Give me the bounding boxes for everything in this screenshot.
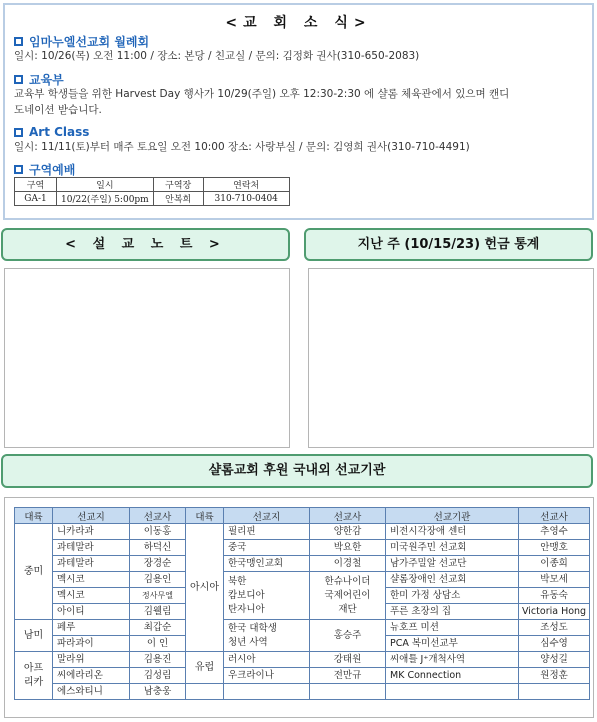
text-line: 재단 xyxy=(338,603,357,615)
table-cell: 10/22(주일) 5:00pm xyxy=(57,192,154,206)
mission-org: 샬롬장애인 선교회 xyxy=(386,572,519,588)
region-central-america: 중미 xyxy=(15,524,53,620)
table-row xyxy=(15,620,590,636)
mission-field: 우크라이나 xyxy=(224,668,310,684)
empty-cell xyxy=(310,684,386,700)
square-bullet-icon xyxy=(14,165,23,174)
missionary: 장경순 xyxy=(130,556,186,572)
missionary: 박모세 xyxy=(519,572,590,588)
text-line: 일시: 11/11(토)부터 매주 토요일 오전 10:00 장소: 사랑부실 / 문의: 김영희 권사(310-710-4491) xyxy=(14,141,470,153)
missionary: 하덕신 xyxy=(130,540,186,556)
table-cell: 안복희 xyxy=(153,192,203,206)
mission-field-nk-cambodia-tanzania xyxy=(224,572,310,620)
mission-org: 씨애틀 J⁺개척사역 xyxy=(386,652,519,668)
mission-field: 멕시코 xyxy=(53,572,130,588)
mission-field: 말라위 xyxy=(53,652,130,668)
missionary: 이동홍 xyxy=(130,524,186,540)
mission-field: 한국맹인교회 xyxy=(224,556,310,572)
table-row xyxy=(15,192,290,206)
table-row xyxy=(15,572,590,588)
missionary: 조성도 xyxy=(519,620,590,636)
district-worship-table xyxy=(14,177,290,206)
column-header: 선교사 xyxy=(130,508,186,524)
missions-header-row xyxy=(15,508,590,524)
mission-org: 비전시각장애 센터 xyxy=(386,524,519,540)
mission-org: 뉴호프 미션 xyxy=(386,620,519,636)
section-text-art-class xyxy=(14,139,584,155)
mission-field: 필리핀 xyxy=(224,524,310,540)
sermon-notes-panel xyxy=(4,268,290,448)
table-row xyxy=(15,524,590,540)
table-row xyxy=(15,684,590,700)
missionary: 양성길 xyxy=(519,652,590,668)
section-heading-district-worship xyxy=(14,161,75,178)
offering-stats-header: 지난 주 (10/15/23) 헌금 통계 xyxy=(304,228,593,261)
missionary: 박요한 xyxy=(310,540,386,556)
text-line: 북한 xyxy=(228,575,247,587)
text-line: 탄자니아 xyxy=(228,603,265,615)
square-bullet-icon xyxy=(14,75,23,84)
empty-cell xyxy=(386,684,519,700)
church-news-box xyxy=(3,3,594,220)
sermon-notes-header: < 설 교 노 트 > xyxy=(1,228,290,261)
mission-field: 니카라과 xyxy=(53,524,130,540)
missionary: 이종희 xyxy=(519,556,590,572)
missionary: 홍승주 xyxy=(310,620,386,652)
empty-cell xyxy=(224,684,310,700)
text-line: 도네이션 받습니다. xyxy=(14,104,102,116)
mission-org: 푸른 초장의 집 xyxy=(386,604,519,620)
table-header: 일시 xyxy=(57,178,154,192)
table-row xyxy=(15,556,590,572)
table-cell: GA-1 xyxy=(15,192,57,206)
missionary: 김웰림 xyxy=(130,604,186,620)
square-bullet-icon xyxy=(14,37,23,46)
mission-field: 과테말라 xyxy=(53,556,130,572)
mission-field: 과테말라 xyxy=(53,540,130,556)
mission-org: PCA 복미선교부 xyxy=(386,636,519,652)
mission-field: 에스와티니 xyxy=(53,684,130,700)
mission-org: 한미 가정 상담소 xyxy=(386,588,519,604)
table-header: 구역장 xyxy=(153,178,203,192)
missionary: Victoria Hong xyxy=(519,604,590,620)
missionary: 이경철 xyxy=(310,556,386,572)
column-header: 선교지 xyxy=(224,508,310,524)
offering-stats-panel xyxy=(308,268,594,448)
text-line: 일시: 10/26(목) 오전 11:00 / 장소: 본당 / 친교실 / 문의: 김정화 권사(310-650-2083) xyxy=(14,50,420,62)
missionary: 정사무엘 xyxy=(130,588,186,604)
mission-org: 미국원주민 선교회 xyxy=(386,540,519,556)
column-header: 대륙 xyxy=(15,508,53,524)
church-news-title: <교 회 소 식> xyxy=(225,15,372,31)
mission-field: 중국 xyxy=(224,540,310,556)
section-text-immanuel xyxy=(14,48,584,64)
column-header: 선교사 xyxy=(519,508,590,524)
text-line: 교육부 학생들을 위한 Harvest Day 행사가 10/29(주일) 오후 12:30-2:30 에 샬롬 체육관에서 있으며 캔디 xyxy=(14,88,510,100)
text-line: 한국 대학생 xyxy=(228,622,277,634)
column-header: 대륙 xyxy=(186,508,224,524)
text-line: 아프 xyxy=(23,662,44,674)
table-row xyxy=(15,540,590,556)
mission-org: MK Connection xyxy=(386,668,519,684)
column-header: 선교지 xyxy=(53,508,130,524)
empty-cell xyxy=(519,684,590,700)
column-header: 선교사 xyxy=(310,508,386,524)
text-line: 국제어린이 xyxy=(324,589,371,601)
mission-field: 러시아 xyxy=(224,652,310,668)
mission-field: 페루 xyxy=(53,620,130,636)
square-bullet-icon xyxy=(14,128,23,137)
table-row xyxy=(15,652,590,668)
missionary: 안맹호 xyxy=(519,540,590,556)
missionary: 유동숙 xyxy=(519,588,590,604)
missionary-schneider-foundation xyxy=(310,572,386,620)
text-line: 캄보디아 xyxy=(228,589,265,601)
missionary: 심수영 xyxy=(519,636,590,652)
table-cell: 310-710-0404 xyxy=(203,192,289,206)
missionary: 원정훈 xyxy=(519,668,590,684)
table-header: 연락처 xyxy=(203,178,289,192)
missionary: 최갑순 xyxy=(130,620,186,636)
missionary: 이 인 xyxy=(130,636,186,652)
mission-field: 파라과이 xyxy=(53,636,130,652)
mission-field: 아이티 xyxy=(53,604,130,620)
region-africa xyxy=(15,652,53,700)
text-line: 리카 xyxy=(23,676,44,688)
missionary: 김성림 xyxy=(130,668,186,684)
section-heading-label: 임마누엘선교회 월례회 xyxy=(29,35,150,49)
column-header: 선교기관 xyxy=(386,508,519,524)
missionary: 남충웅 xyxy=(130,684,186,700)
section-text-education xyxy=(14,86,584,118)
mission-field-univ-youth xyxy=(224,620,310,652)
mission-org: 남가주밀알 선교단 xyxy=(386,556,519,572)
text-line: 한슈나이더 xyxy=(324,575,371,587)
region-south-america: 남미 xyxy=(15,620,53,652)
missions-header: 샬롬교회 후원 국내외 선교기관 xyxy=(1,454,593,488)
missionary: 양한감 xyxy=(310,524,386,540)
region-asia: 아시아 xyxy=(186,524,224,652)
section-heading-art-class xyxy=(14,125,89,139)
missionary: 전만규 xyxy=(310,668,386,684)
missionary: 추영수 xyxy=(519,524,590,540)
section-heading-label: 교육부 xyxy=(29,73,64,87)
table-header-row xyxy=(15,178,290,192)
section-heading-label: 구역예배 xyxy=(29,163,76,177)
mission-field: 멕시코 xyxy=(53,588,130,604)
region-europe: 유럽 xyxy=(186,652,224,684)
missionary: 김용진 xyxy=(130,652,186,668)
missionary: 강태원 xyxy=(310,652,386,668)
text-line: 청년 사역 xyxy=(228,636,268,648)
missions-table xyxy=(14,507,590,700)
table-header: 구역 xyxy=(15,178,57,192)
missionary: 김용인 xyxy=(130,572,186,588)
mission-field: 씨에라리온 xyxy=(53,668,130,684)
section-heading-label: Art Class xyxy=(29,125,90,139)
table-row xyxy=(15,668,590,684)
empty-cell xyxy=(186,684,224,700)
